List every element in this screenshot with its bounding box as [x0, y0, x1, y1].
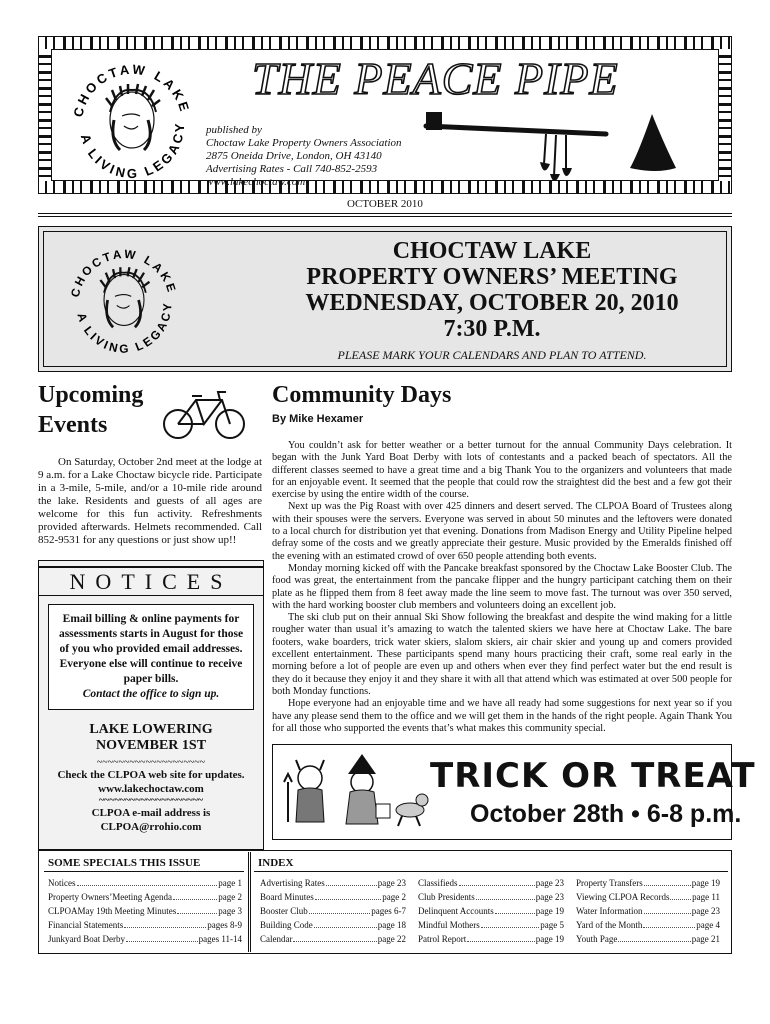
masthead-border-left — [39, 49, 52, 181]
website-url[interactable]: www.lakechoctaw.com — [98, 783, 204, 795]
index-page: page 19 — [691, 878, 720, 888]
leader-dots — [481, 918, 540, 928]
email-billing-text: Email billing & online payments for assessments starts in August for those of you who provided email addresses. Everyone else will continue to receive paper bills. — [58, 613, 244, 685]
index-entry[interactable] — [260, 876, 406, 890]
index-page: page 23 — [535, 892, 564, 902]
chief-head-icon — [106, 84, 160, 150]
divider — [38, 213, 732, 214]
index-entry[interactable] — [576, 904, 720, 918]
index-entry[interactable] — [418, 890, 564, 904]
choctaw-lake-logo — [66, 54, 198, 186]
leader-dots — [177, 904, 217, 914]
index-label: Advertising Rates — [260, 878, 325, 888]
index-label: Booster Club — [260, 906, 308, 916]
community-days-title: Community Days — [272, 382, 452, 408]
lake-lowering-line-2: NOVEMBER 1ST — [95, 738, 207, 753]
index-label: Delinquent Accounts — [418, 906, 494, 916]
index-page: page 19 — [535, 906, 564, 916]
index-entry[interactable] — [260, 904, 406, 918]
meeting-headline — [262, 238, 722, 342]
tilde-divider: ~~~~~~~~~~~~~~~~~~~~ — [96, 757, 206, 768]
leader-dots — [476, 890, 535, 900]
upcoming-events-title: Upcoming Events — [38, 382, 144, 438]
lake-lowering-line-1: LAKE LOWERING — [89, 722, 213, 737]
specials-heading: SOME SPECIALS THIS ISSUE — [48, 857, 201, 869]
article-paragraph: You couldn’t ask for better weather or a better turnout for the annual Community Days celebration. It began with the Junk Yard Boat Derby with lots of contestants and a packed beach of spectators. All the different classes seemed to have a great time and a big Thank You to the organizers and volunteers that made for an enjoyable event. It seemed that the people that could row the straightest did the best and a few got their exercise by using the entire width of the course. — [272, 440, 732, 501]
meeting-subtitle: PLEASE MARK YOUR CALENDARS AND PLAN TO ATTEND. — [337, 348, 647, 362]
toc-label: Financial Statements — [48, 920, 124, 930]
masthead-border-top — [39, 37, 731, 50]
leader-dots — [314, 918, 377, 928]
notices-title: NOTICES — [38, 566, 264, 596]
index-heading: INDEX — [258, 857, 294, 869]
leader-dots — [643, 918, 695, 928]
leader-dots — [173, 890, 217, 900]
index-label: Yard of the Month — [576, 920, 643, 930]
index-label: Building Code — [260, 920, 313, 930]
leader-dots — [495, 904, 535, 914]
index-label: Calendar — [260, 934, 293, 944]
toc-entry[interactable] — [48, 918, 242, 932]
toc-label: Property Owners’Meeting Agenda — [48, 892, 172, 902]
index-page: page 5 — [540, 920, 564, 930]
index-page: page 19 — [535, 934, 564, 944]
svg-text:A LIVING LEGACY: A LIVING LEGACY — [77, 120, 188, 182]
leader-dots — [467, 932, 535, 942]
index-entry[interactable] — [418, 918, 564, 932]
leader-dots — [124, 918, 206, 928]
index-column-3 — [576, 876, 720, 946]
toc-page: pages 11-14 — [198, 934, 242, 944]
website-link[interactable]: www.lakechoctaw.com — [206, 176, 306, 188]
index-column-1 — [260, 876, 406, 946]
upcoming-events-text: On Saturday, October 2nd meet at the lodge at 9 a.m. for a Lake Choctaw bicycle ride. Participate in a 3-mile, 5-mile, and/or a 10-mile ride around the lake. Residents and guests of all ages are welcome for this fun activity. Refreshments provided afterwards. Helmets recommended. Call 852-9531 for any questions or just show up!! — [38, 456, 262, 546]
trick-or-treat-title: TRICK OR TREAT — [430, 756, 756, 796]
article-paragraph: Next up was the Pig Roast with over 425 dinners and desert served. The CLPOA Board of Trustees along with their spouses were the servers. Everyone was served in about 50 minutes and the leftovers were donated to a local church for distribution yet that evening. Donations from Madison Energy and Utility Pipeline helped defray some of the costs and we greatly appreciate their gesture. Music provided by the Emeralds finished off the evening with an estimated crowd of over 650 people attending both events. — [272, 501, 732, 562]
leader-dots — [126, 932, 198, 942]
meeting-line-2: PROPERTY OWNERS’ MEETING — [306, 264, 678, 290]
index-label: Youth Page — [576, 934, 618, 944]
svg-text:CHOCTAW LAKE: CHOCTAW LAKE — [67, 246, 180, 299]
index-page: page 22 — [377, 934, 406, 944]
toc-label: Junkyard Boat Derby — [48, 934, 125, 944]
article-paragraph: The ski club put on their annual Ski Show following the breakfast and despite the wind making for a little rougher water than usual it’s amazing to watch the talented skiers we have here at Choctaw Lake. The bare footers, wake boarders, trick water skiers, slalom skiers, air chair skier and young up and comers provided excellent entertainment. These participants spend many hours practicing their craft, some real early in the morning before a lot of people are even up and others when ever they find perfect water but the end result is they do it because they enjoy it and they share it with all that attend which was estimated at over 500 people for both Monday functions. — [272, 612, 732, 697]
index-label: Property Transfers — [576, 878, 643, 888]
leader-dots — [459, 876, 535, 886]
email-label: CLPOA e-mail address is — [91, 807, 211, 819]
leader-dots — [309, 904, 370, 914]
toc-entry[interactable] — [48, 890, 242, 904]
peace-pipe-icon — [416, 104, 686, 188]
index-page: page 23 — [691, 906, 720, 916]
article-paragraph: Hope everyone had an enjoyable time and we have all ready had some suggestions for next year so if you have any please send them to the office and we will get them in the hands of the right people. Again Thank You for all those who supported the events that’s what makes this community special. — [272, 698, 732, 734]
index-entry[interactable] — [576, 876, 720, 890]
toc-page: page 2 — [218, 892, 242, 902]
toc-entry[interactable] — [48, 876, 242, 890]
divider — [44, 871, 244, 872]
contents-divider — [248, 852, 251, 952]
index-page: page 23 — [535, 878, 564, 888]
index-entry[interactable] — [576, 932, 720, 946]
email-address[interactable]: CLPOA@rrohio.com — [100, 821, 202, 833]
community-days-article — [272, 440, 732, 735]
toc-label: Notices — [48, 878, 76, 888]
index-entry[interactable] — [260, 890, 406, 904]
toc-entry[interactable] — [48, 904, 242, 918]
advertising-rates: Advertising Rates - Call 740-852-2593 — [206, 163, 378, 175]
choctaw-lake-logo — [64, 240, 184, 360]
meeting-line-4: 7:30 P.M. — [443, 316, 541, 342]
issue-date: OCTOBER 2010 — [347, 198, 423, 210]
newsletter-title: THE PEACE PIPE — [252, 53, 619, 104]
article-byline: By Mike Hexamer — [272, 413, 364, 425]
index-label: Board Minutes — [260, 892, 314, 902]
leader-dots — [293, 932, 376, 942]
index-entry[interactable] — [260, 918, 406, 932]
lake-lowering-notice — [38, 722, 264, 754]
divider — [38, 216, 732, 217]
clpoa-contact-info — [38, 768, 264, 834]
index-column-2 — [418, 876, 564, 946]
index-entry[interactable] — [260, 932, 406, 946]
meeting-line-1: CHOCTAW LAKE — [392, 238, 592, 264]
index-page: page 11 — [692, 892, 720, 902]
index-page: pages 6-7 — [371, 906, 406, 916]
index-entry[interactable] — [576, 890, 720, 904]
leader-dots — [644, 904, 691, 914]
toc-page: pages 8-9 — [207, 920, 242, 930]
bicycle-icon — [162, 386, 246, 442]
email-billing-notice — [48, 604, 254, 710]
meeting-line-3: WEDNESDAY, OCTOBER 20, 2010 — [305, 290, 679, 316]
leader-dots — [670, 890, 691, 900]
upcoming-events-body — [38, 456, 262, 547]
trick-or-treat-date: October 28th • 6-8 p.m. — [470, 800, 742, 828]
index-page: page 18 — [377, 920, 406, 930]
publisher-block — [206, 124, 402, 189]
halloween-kids-icon — [280, 752, 430, 834]
index-label: Viewing CLPOA Records — [576, 892, 670, 902]
leader-dots — [618, 932, 690, 942]
index-label: Water Information — [576, 906, 643, 916]
article-paragraph: Monday morning kicked off with the Pancake breakfast sponsored by the Choctaw Lake Booster Club. The food was great, the entertainment from the pancake flipper and the hungry participant catching them on their plate as he flipped them from 8 feet away made the line seem to move fast. The turnout was over 350 served, with the hard working booster club members and volunteers doing an excellent job. — [272, 562, 732, 611]
chief-head-icon — [100, 267, 149, 327]
index-page: page 4 — [696, 920, 720, 930]
index-label: Mindful Mothers — [418, 920, 480, 930]
leader-dots — [315, 890, 382, 900]
index-label: Patrol Report — [418, 934, 467, 944]
svg-text:A LIVING LEGACY: A LIVING LEGACY — [74, 300, 175, 356]
leader-dots — [644, 876, 691, 886]
association-address: 2875 Oneida Drive, London, OH 43140 — [206, 150, 382, 162]
index-entry[interactable] — [418, 932, 564, 946]
index-page: page 21 — [691, 934, 720, 944]
divider — [254, 871, 728, 872]
masthead-border-right — [718, 49, 731, 181]
index-entry[interactable] — [418, 876, 564, 890]
toc-page: page 3 — [218, 906, 242, 916]
leader-dots — [326, 876, 377, 886]
index-entry[interactable] — [418, 904, 564, 918]
index-label: Club Presidents — [418, 892, 475, 902]
index-entry[interactable] — [576, 918, 720, 932]
email-billing-cta: Contact the office to sign up. — [82, 688, 220, 700]
toc-label: CLPOAMay 19th Meeting Minutes — [48, 906, 177, 916]
index-page: page 2 — [382, 892, 406, 902]
svg-text:CHOCTAW LAKE: CHOCTAW LAKE — [70, 61, 193, 119]
index-label: Classifieds — [418, 878, 458, 888]
leader-dots — [77, 876, 218, 886]
association-name: Choctaw Lake Property Owners Association — [206, 137, 402, 149]
toc-entry[interactable] — [48, 932, 242, 946]
check-website-text: Check the CLPOA web site for updates. — [57, 769, 245, 781]
published-by: published by — [206, 124, 262, 136]
toc-page: page 1 — [218, 878, 242, 888]
index-page: page 23 — [377, 878, 406, 888]
tilde-divider: ~~~~~~~~~~~~~~~~~~~~ — [98, 795, 203, 806]
specials-list — [48, 876, 242, 946]
